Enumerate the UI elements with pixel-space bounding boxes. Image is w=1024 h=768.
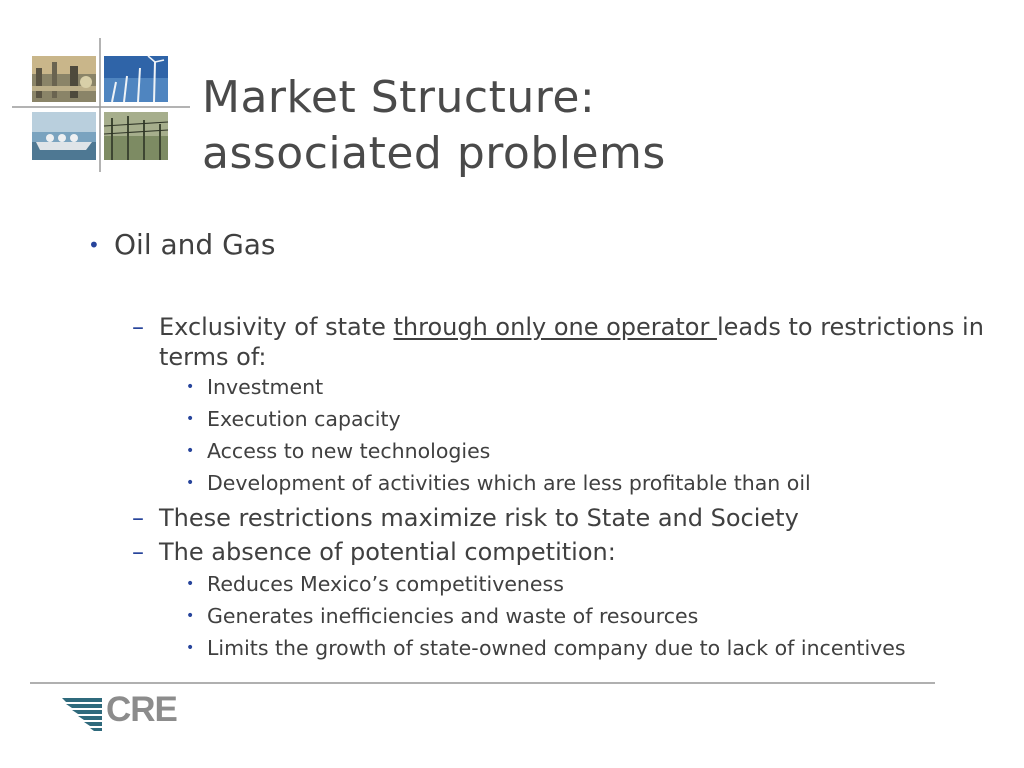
point-text: The absence of potential competition:	[159, 538, 616, 566]
bullet-marker: •	[186, 379, 195, 395]
bullet-marker: •	[186, 576, 195, 592]
sub-bullet-text: Access to new technologies	[207, 439, 491, 463]
footer-divider	[30, 682, 935, 684]
underlined-phrase: through only one operator	[393, 313, 717, 341]
dash-marker: –	[132, 313, 144, 341]
point-text-start: Exclusivity of state	[159, 313, 394, 341]
slide-title	[202, 70, 666, 182]
cre-logo-mark-icon	[62, 692, 106, 732]
bullet-marker: •	[186, 640, 195, 656]
sub-bullet-text: Execution capacity	[207, 407, 401, 431]
sub-bullet-text: Reduces Mexico’s competitiveness	[207, 572, 564, 596]
dash-marker: –	[132, 538, 144, 566]
wind-turbines-photo	[104, 56, 168, 102]
title-line-1: Market Structure:	[202, 72, 596, 123]
title-line-2: associated problems	[202, 128, 666, 179]
point-text	[159, 312, 989, 372]
bullet-marker: •	[186, 443, 195, 459]
bullet-marker: •	[186, 475, 195, 491]
bullet-marker: •	[186, 608, 195, 624]
lng-ship-photo	[32, 112, 96, 160]
point-text-end: leads to restrictions in terms of:	[159, 313, 984, 371]
bullet-marker: •	[186, 411, 195, 427]
refinery-photo	[32, 56, 96, 102]
sub-bullet-text: Investment	[207, 375, 324, 399]
sub-bullet-text: Limits the growth of state-owned company due to lack of incentives	[207, 636, 906, 660]
sub-bullet-text: Generates inefficiencies and waste of resources	[207, 604, 699, 628]
point-text: These restrictions maximize risk to State and Society	[159, 504, 799, 532]
collage-graphic	[12, 38, 190, 172]
power-lines-photo	[104, 112, 168, 160]
dash-marker: –	[132, 504, 144, 532]
sub-bullet-text: Development of activities which are less profitable than oil	[207, 471, 811, 495]
bullet-text: Oil and Gas	[114, 228, 276, 261]
cre-logo-text: CRE	[106, 690, 177, 729]
bullet-marker: •	[88, 233, 100, 257]
energy-photo-collage	[12, 38, 190, 172]
